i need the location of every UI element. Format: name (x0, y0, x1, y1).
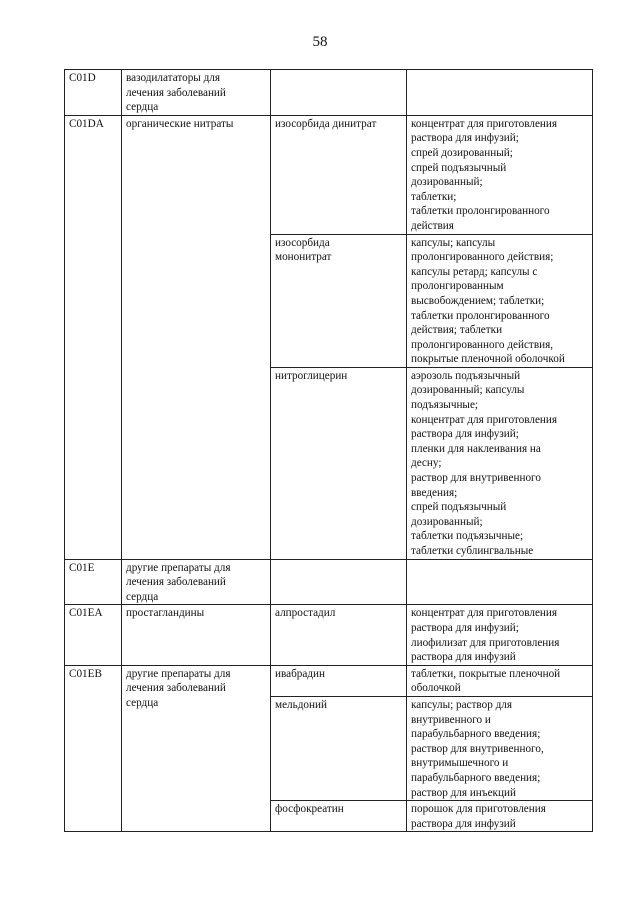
atc-code: C01E (69, 561, 95, 574)
group-name-line: лечения заболеваний (126, 682, 226, 695)
dosage-form-line: таблетки, покрытые пленочной (411, 667, 561, 680)
group-name-line: органические нитраты (126, 117, 234, 130)
dosage-form-cell (407, 70, 593, 116)
group-name-line: другие препараты для (126, 561, 231, 574)
atc-code-cell (65, 70, 122, 116)
group-name-line: вазодилататоры для (126, 72, 221, 84)
dosage-form-line: раствора для инфузий; (411, 621, 519, 634)
inn-line: нитроглицерин (275, 369, 348, 382)
inn-line: фосфокреатин (275, 803, 344, 816)
group-name-line: сердца (126, 101, 159, 114)
dosage-form-cell (407, 801, 593, 832)
dosage-form-cell (407, 234, 593, 367)
atc-code-cell (65, 665, 122, 832)
inn-cell (271, 605, 407, 665)
inn-line: мононитрат (275, 251, 332, 264)
inn-cell (271, 115, 407, 234)
dosage-form-line: действия; таблетки (411, 324, 503, 337)
dosage-form-line: парабульбарного введения; (411, 728, 541, 741)
dosage-form-line: оболочкой (411, 682, 461, 695)
dosage-form-line: порошок для приготовления (411, 803, 546, 816)
table-row (65, 665, 593, 696)
inn-cell (271, 665, 407, 696)
atc-code-cell (65, 559, 122, 605)
dosage-form-line: капсулы; капсулы (411, 236, 496, 249)
dosage-form-line: капсулы ретард; капсулы с (411, 265, 538, 278)
dosage-form-line: покрытые пленочной оболочкой (411, 353, 565, 366)
dosage-form-line: пролонгированного действия; (411, 251, 554, 264)
group-name-cell (122, 115, 271, 559)
dosage-form-line: внутримышечного и (411, 757, 509, 770)
inn-line: мельдоний (275, 698, 327, 711)
atc-code: C01EA (69, 607, 103, 620)
inn-cell (271, 696, 407, 800)
dosage-form-line: таблетки пролонгированного (411, 309, 550, 322)
group-name-line: сердца (126, 590, 159, 603)
dosage-form-line: таблетки подъязычные; (411, 530, 524, 543)
table-row (65, 115, 593, 234)
inn-cell (271, 367, 407, 559)
inn-line: изосорбида динитрат (275, 117, 377, 130)
dosage-form-line: аэрозоль подъязычный (411, 369, 521, 382)
dosage-form-line: дозированный; (411, 515, 483, 528)
group-name-cell (122, 605, 271, 665)
dosage-form-cell (407, 559, 593, 605)
dosage-form-line: концентрат для приготовления (411, 413, 558, 426)
inn-line: изосорбида (275, 236, 330, 249)
inn-cell (271, 801, 407, 832)
dosage-form-cell (407, 605, 593, 665)
inn-line: алпростадил (275, 607, 336, 620)
dosage-form-line: раствор для внутривенного, (411, 742, 544, 755)
dosage-form-line: таблетки; (411, 190, 457, 203)
dosage-form-line: таблетки сублингвальные (411, 545, 534, 557)
dosage-form-line: капсулы; раствор для (411, 698, 513, 711)
group-name-cell (122, 559, 271, 605)
inn-cell (271, 70, 407, 116)
dosage-form-line: раствора для инфузий; (411, 428, 519, 441)
dosage-form-line: пролонгированного действия, (411, 338, 554, 351)
atc-code: C01D (69, 72, 96, 84)
dosage-form-line: спрей подъязычный (411, 161, 507, 174)
dosage-form-line: концентрат для приготовления (411, 117, 558, 130)
dosage-form-line: подъязычные; (411, 399, 479, 412)
dosage-form-line: спрей дозированный; (411, 146, 513, 159)
inn-cell (271, 559, 407, 605)
page-number: 58 (312, 34, 328, 50)
dosage-form-line: раствора для инфузий; (411, 132, 519, 145)
dosage-form-line: дозированный; (411, 176, 483, 189)
inn-line: ивабрадин (275, 667, 326, 680)
table-row (65, 559, 593, 605)
dosage-form-line: пленки для наклеивания на (411, 442, 541, 455)
dosage-form-line: таблетки пролонгированного (411, 205, 550, 218)
dosage-form-line: введения; (411, 486, 458, 499)
atc-code: C01EB (69, 667, 102, 680)
dosage-form-line: дозированный; капсулы (411, 384, 525, 397)
dosage-form-line: парабульбарного введения; (411, 771, 541, 784)
dosage-form-line: внутривенного и (411, 713, 491, 726)
dosage-form-line: спрей подъязычный (411, 501, 507, 514)
group-name-line: простагландины (126, 607, 205, 620)
dosage-form-line: раствор для внутривенного (411, 472, 541, 485)
table-row (65, 605, 593, 665)
dosage-form-line: десну; (411, 457, 442, 470)
dosage-form-cell (407, 367, 593, 559)
dosage-form-line: действия (411, 219, 454, 232)
dosage-form-line: пролонгированным (411, 280, 504, 293)
dosage-form-cell (407, 665, 593, 696)
group-name-cell (122, 70, 271, 116)
dosage-form-line: лиофилизат для приготовления (411, 636, 560, 649)
dosage-form-cell (407, 115, 593, 234)
atc-code: C01DA (69, 117, 104, 130)
group-name-cell (122, 665, 271, 832)
dosage-form-line: раствора для инфузий (411, 651, 516, 664)
group-name-line: лечения заболеваний (126, 86, 226, 99)
dosage-form-line: раствор для инъекций (411, 786, 516, 799)
dosage-form-cell (407, 696, 593, 800)
group-name-line: сердца (126, 696, 159, 709)
inn-cell (271, 234, 407, 367)
group-name-line: лечения заболеваний (126, 576, 226, 589)
atc-code-cell (65, 605, 122, 665)
dosage-form-line: концентрат для приготовления (411, 607, 558, 620)
dosage-form-line: высвобождением; таблетки; (411, 294, 545, 307)
drug-table (64, 69, 593, 832)
dosage-form-line: раствора для инфузий (411, 817, 516, 830)
table-row (65, 70, 593, 116)
group-name-line: другие препараты для (126, 667, 231, 680)
atc-code-cell (65, 115, 122, 559)
